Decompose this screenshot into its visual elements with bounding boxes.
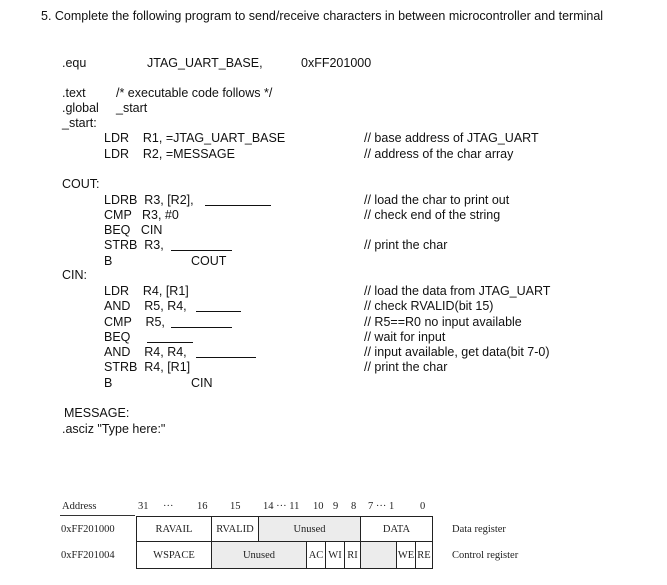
code-line: AND R5, R4, xyxy=(104,299,187,313)
bit-label: 8 xyxy=(351,501,357,512)
bit-label: 9 xyxy=(333,501,339,512)
field-ac: AC xyxy=(306,541,326,569)
answer-blank[interactable] xyxy=(147,342,193,343)
field-re: RE xyxy=(415,541,433,569)
register-name: Data register xyxy=(452,524,506,535)
code-comment: // address of the char array xyxy=(364,147,514,161)
field-unused-gap xyxy=(360,541,397,569)
answer-blank[interactable] xyxy=(171,250,232,251)
code-line: CMP R3, #0 xyxy=(104,208,179,222)
code-line: CMP R5, xyxy=(104,315,165,329)
code-comment: // load the char to print out xyxy=(364,193,510,207)
code-comment: // load the data from JTAG_UART xyxy=(364,284,551,298)
field-rvalid: RVALID xyxy=(211,516,259,542)
code-line: AND R4, R4, xyxy=(104,345,187,359)
text-directive: .text xyxy=(62,86,86,100)
field-ravail: RAVAIL xyxy=(136,516,212,542)
code-line: LDRB R3, [R2], xyxy=(104,193,194,207)
field-wspace: WSPACE xyxy=(136,541,212,569)
code-comment: // input available, get data(bit 7-0) xyxy=(364,345,550,359)
address-underline xyxy=(60,515,135,516)
code-comment: // print the char xyxy=(364,360,448,374)
address-header: Address xyxy=(62,501,97,512)
answer-blank[interactable] xyxy=(196,357,256,358)
code-line: LDR R2, =MESSAGE xyxy=(104,147,235,161)
message-label: MESSAGE: xyxy=(64,406,130,420)
bit-label: 16 xyxy=(197,501,208,512)
field-wi: WI xyxy=(325,541,345,569)
equ-value: 0xFF201000 xyxy=(301,56,372,70)
answer-blank[interactable] xyxy=(171,327,232,328)
code-line: BEQ CIN xyxy=(104,223,163,237)
code-comment: // wait for input xyxy=(364,330,446,344)
code-line: BEQ xyxy=(104,330,131,344)
text-comment: /* executable code follows */ xyxy=(116,86,273,100)
bit-label: 31 xyxy=(138,501,149,512)
register-address: 0xFF201004 xyxy=(61,550,115,561)
message-directive: .asciz "Type here:" xyxy=(62,422,166,436)
field-unused: Unused xyxy=(258,516,361,542)
code-comment: // R5==R0 no input available xyxy=(364,315,522,329)
equ-directive: .equ xyxy=(62,56,87,70)
code-comment: // check end of the string xyxy=(364,208,501,222)
field-ri: RI xyxy=(344,541,361,569)
field-we: WE xyxy=(396,541,416,569)
branch-target: COUT xyxy=(191,254,227,268)
register-name: Control register xyxy=(452,550,519,561)
code-line: LDR R4, [R1] xyxy=(104,284,189,298)
code-line: LDR R1, =JTAG_UART_BASE xyxy=(104,131,286,145)
answer-blank[interactable] xyxy=(196,311,241,312)
register-address: 0xFF201000 xyxy=(61,524,115,535)
cin-label: CIN: xyxy=(62,268,87,282)
branch-target: CIN xyxy=(191,376,213,390)
code-line: STRB R4, [R1] xyxy=(104,360,191,374)
global-symbol: _start xyxy=(116,101,148,115)
bit-label: 15 xyxy=(230,501,241,512)
field-unused: Unused xyxy=(211,541,307,569)
code-comment: // print the char xyxy=(364,238,448,252)
start-label: _start: xyxy=(62,116,97,130)
global-directive: .global xyxy=(62,101,99,115)
code-comment: // base address of JTAG_UART xyxy=(364,131,539,145)
bit-label: 0 xyxy=(420,501,426,512)
code-line: B xyxy=(104,254,113,268)
equ-name: JTAG_UART_BASE, xyxy=(147,56,263,70)
bit-label: 14 ··· 11 xyxy=(263,501,300,512)
code-line: STRB R3, xyxy=(104,238,164,252)
field-data: DATA xyxy=(360,516,433,542)
bit-label: 10 xyxy=(313,501,324,512)
bit-label: ··· xyxy=(163,501,174,512)
code-line: B xyxy=(104,376,113,390)
bit-label: 7 ··· 1 xyxy=(368,501,395,512)
code-comment: // check RVALID(bit 15) xyxy=(364,299,494,313)
answer-blank[interactable] xyxy=(205,205,271,206)
cout-label: COUT: xyxy=(62,177,100,191)
question-title: 5. Complete the following program to send/receive characters in between microcontroller and terminal xyxy=(41,9,604,23)
